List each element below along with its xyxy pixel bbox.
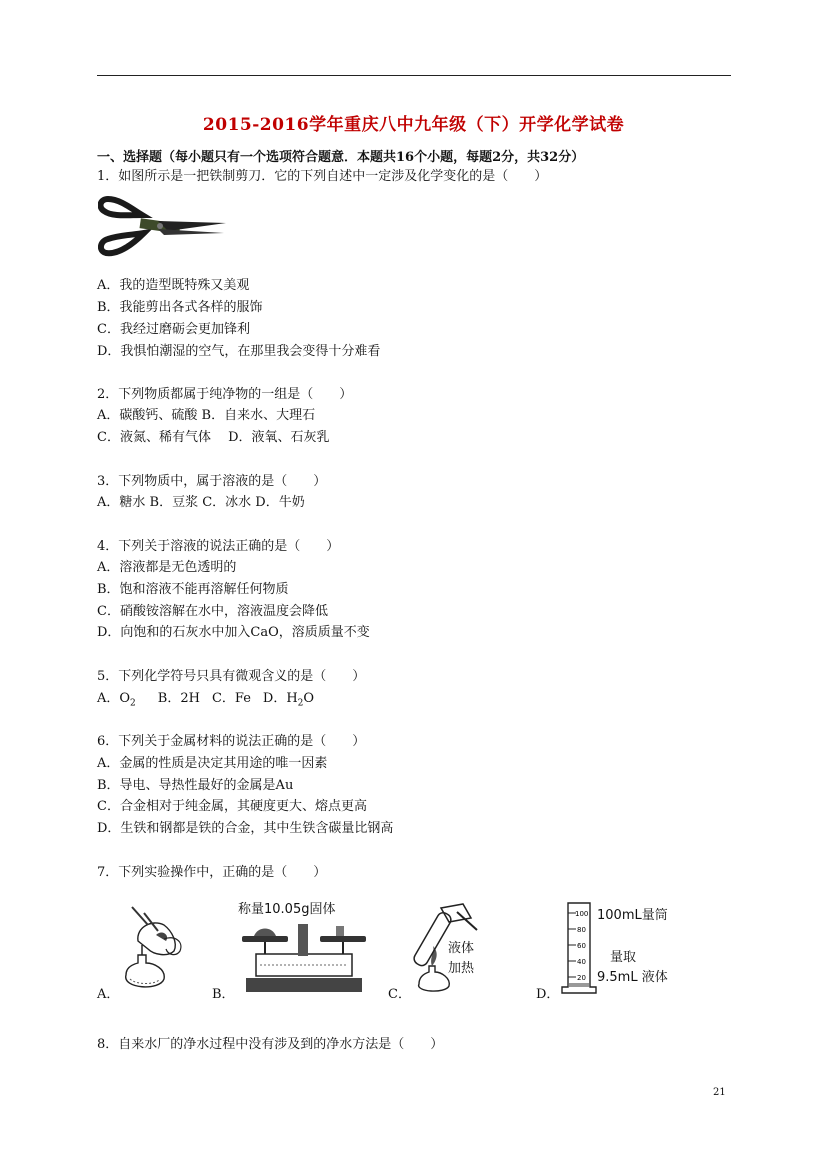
page-number: 21 — [713, 1087, 726, 1098]
header-rule — [97, 75, 731, 76]
q7-fig-c-caption-1: 液体 — [448, 941, 475, 956]
q3-options: A．糖水 B．豆浆 C．冰水 D．牛奶 — [97, 495, 305, 510]
q7-label-b: B． — [212, 987, 235, 1002]
q1-stem: 1．如图所示是一把铁制剪刀．它的下列自述中一定涉及化学变化的是（ ） — [97, 169, 548, 184]
q5-option-c: C．Fe — [211, 691, 251, 706]
q2-option-ab: A．碳酸钙、硫酸 B．自来水、大理石 — [97, 408, 316, 423]
q6-option-b: B．导电、导热性最好的金属是Au — [97, 778, 294, 793]
q6-stem: 6．下列关于金属材料的说法正确的是（ ） — [97, 734, 366, 749]
q8-stem: 8．自来水厂的净水过程中没有涉及到的净水方法是（ ） — [97, 1037, 444, 1052]
cylinder-tick-60: 60 — [577, 942, 586, 950]
q5-option-a: A．$O_2$ — [97, 691, 136, 709]
q4-option-b: B．饱和溶液不能再溶解任何物质 — [97, 582, 289, 597]
q4-option-d: D．向饱和的石灰水中加入CaO，溶质质量不变 — [97, 625, 370, 640]
q6-option-a: A．金属的性质是决定其用途的唯一因素 — [97, 756, 328, 771]
q4-option-a: A．溶液都是无色透明的 — [97, 560, 237, 575]
q4-option-c: C．硝酸铵溶解在水中，溶液温度会降低 — [97, 604, 328, 619]
cylinder-tick-100: 100 — [575, 910, 589, 918]
q7-fig-d-caption-3: 9.5mL 液体 — [597, 970, 668, 985]
exam-title: 2015-2016学年重庆八中九年级（下）开学化学试卷 — [202, 115, 625, 135]
q7-fig-b-caption: 称量10.05g固体 — [238, 902, 336, 917]
alcohol-lamp-lighting-icon — [118, 905, 198, 997]
q5-stem: 5．下列化学符号只具有微观含义的是（ ） — [97, 669, 366, 684]
q7-label-d: D． — [536, 987, 560, 1002]
q7-fig-d-caption-2: 量取 — [610, 950, 637, 965]
q2-option-cd: C．液氮、稀有气体 D．液氧、石灰乳 — [97, 430, 330, 445]
q1-option-c: C．我经过磨砺会更加锋利 — [97, 322, 250, 337]
cylinder-tick-20: 20 — [577, 974, 586, 982]
q2-stem: 2．下列物质都属于纯净物的一组是（ ） — [97, 387, 353, 402]
graduated-cylinder-icon — [558, 895, 602, 997]
q6-option-c: C．合金相对于纯金属，其硬度更大、熔点更高 — [97, 799, 367, 814]
q7-label-a: A． — [97, 987, 120, 1002]
q7-fig-c-caption-2: 加热 — [448, 961, 475, 976]
q7-fig-d-caption-1: 100mL量筒 — [597, 908, 668, 923]
section-heading: 一、选择题（每小题只有一个选项符合题意．本题共16个小题，每题2分，共32分） — [97, 150, 585, 165]
cylinder-tick-80: 80 — [577, 926, 586, 934]
q5-option-b: B．2H — [157, 691, 200, 706]
balance-scale-icon — [238, 914, 368, 996]
q1-option-a: A．我的造型既特殊又美观 — [97, 278, 250, 293]
q6-option-d: D．生铁和钢都是铁的合金，其中生铁含碳量比钢高 — [97, 821, 394, 836]
scissors-icon — [98, 193, 228, 261]
q3-stem: 3．下列物质中，属于溶液的是（ ） — [97, 474, 327, 489]
q1-option-b: B．我能剪出各式各样的服饰 — [97, 300, 263, 315]
q5-options — [97, 687, 314, 709]
q4-stem: 4．下列关于溶液的说法正确的是（ ） — [97, 539, 340, 554]
cylinder-tick-40: 40 — [577, 958, 586, 966]
q5-option-d: D．$H_2O$ — [262, 691, 315, 709]
q7-stem: 7．下列实验操作中，正确的是（ ） — [97, 865, 327, 880]
q7-label-c: C． — [388, 987, 411, 1002]
q1-option-d: D．我惧怕潮湿的空气，在那里我会变得十分难看 — [97, 344, 381, 359]
